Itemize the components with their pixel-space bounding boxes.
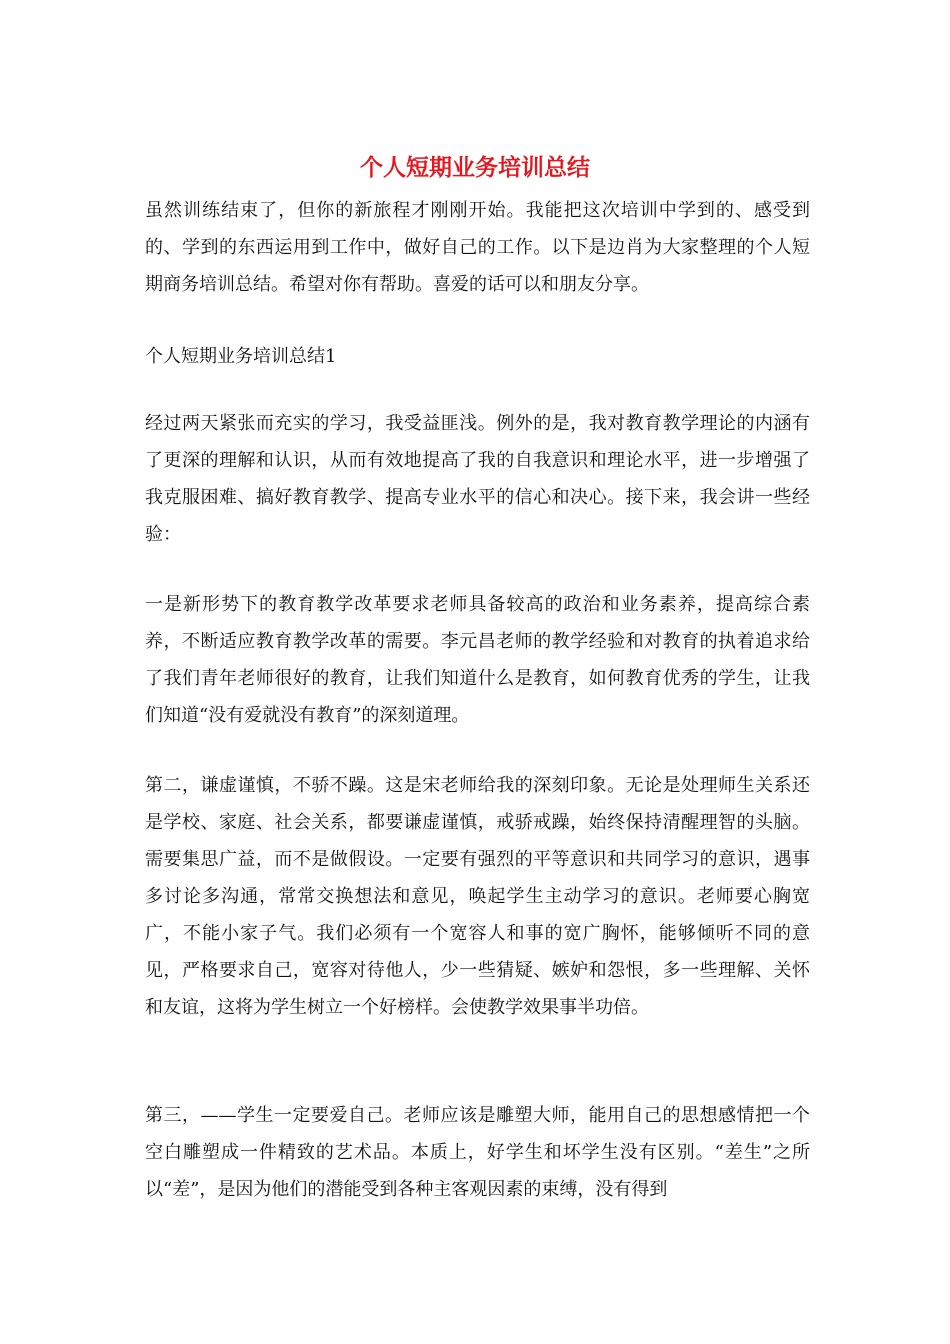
document-title: 个人短期业务培训总结 [360,154,590,181]
body-paragraph-3: 第二，谦虚谨慎，不骄不躁。这是宋老师给我的深刻印象。无论是处理师生关系还是学校、家庭、社会关系，都要谦虚谨慎，戒骄戒躁，始终保持清醒理智的头脑。需要集思广益，而不是做假设。一定要有强烈的平等意识和共同学习的意识，遇事多讨论多沟通，常常交换想法和意见，唤起学生主动学习的意识。老师要心胸宽广，不能小家子气。我们必须有一个宽容人和事的宽广胸怀，能够倾听不同的意见，严格要求自己，宽容对待他人，少一些猜疑、嫉妒和怨恨，多一些理解、关怀和友谊，这将为学生树立一个好榜样。会使教学效果事半功倍。 [145,775,810,1018]
body-paragraph-2: 一是新形势下的教育教学改革要求老师具备较高的政治和业务素养，提高综合素养，不断适应教育教学改革的需要。李元昌老师的教学经验和对教育的执着追求给了我们青年老师很好的教育，让我们知道什么是教育，如何教育优秀的学生，让我们知道“没有爱就没有教育”的深刻道理。 [145,594,810,726]
section-heading: 个人短期业务培训总结1 [145,346,337,367]
body-paragraph-1: 经过两天紧张而充实的学习，我受益匪浅。例外的是，我对教育教学理论的内涵有了更深的理解和认识，从而有效地提高了我的自我意识和理论水平，进一步增强了我克服困难、搞好教育教学、提高专业水平的信心和决心。接下来，我会讲一些经验： [145,413,810,545]
intro-paragraph: 虽然训练结束了，但你的新旅程才刚刚开始。我能把这次培训中学到的、感受到的、学到的东西运用到工作中，做好自己的工作。以下是边肖为大家整理的个人短期商务培训总结。希望对你有帮助。喜爱的话可以和朋友分享。 [145,200,810,295]
body-paragraph-4: 第三，——学生一定要爱自己。老师应该是雕塑大师，能用自己的思想感情把一个空白雕塑成一件精致的艺术品。本质上，好学生和坏学生没有区别。“差生”之所以“差”，是因为他们的潜能受到各种主客观因素的束缚，没有得到 [145,1105,810,1200]
